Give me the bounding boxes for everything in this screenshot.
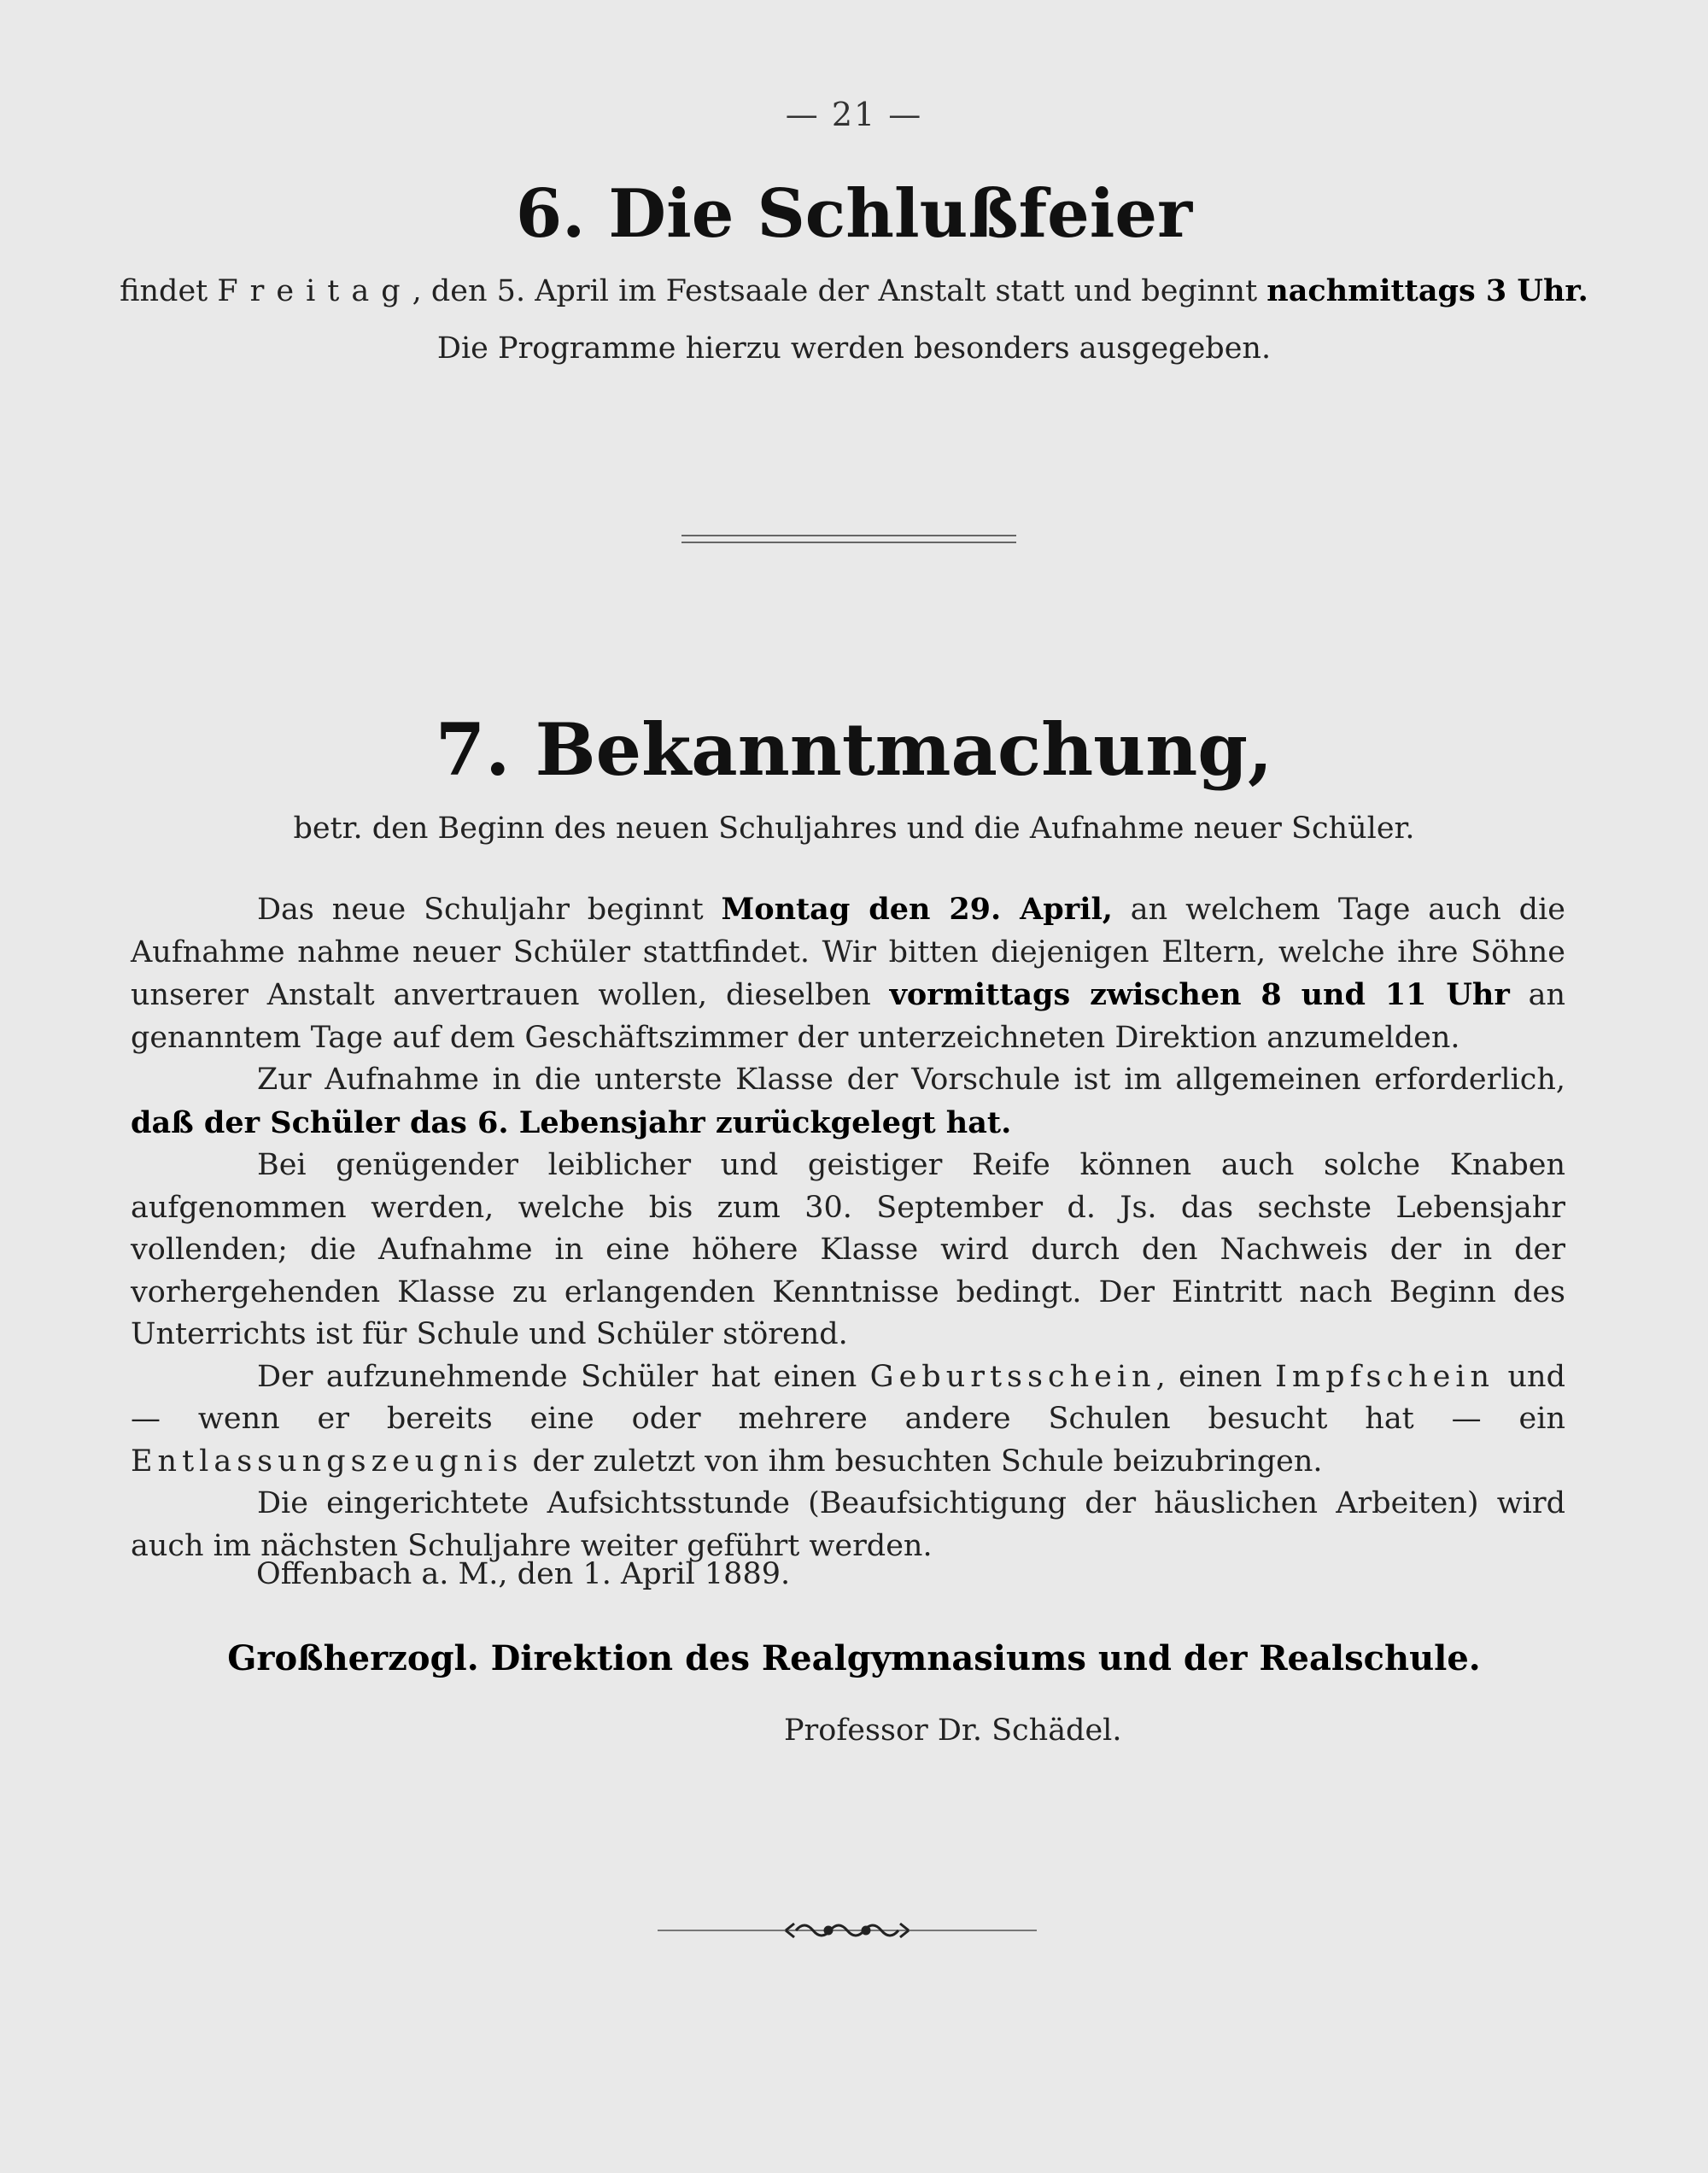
paragraph-3: Bei genügender leiblicher und geistiger Reife können auch solche Knaben aufgenommen werden, welche bis zum 30. September d. Js. das sechste Lebensjahr vollenden; die Aufnahme in eine höhere Klasse wird durch den Nachweis der in der vorhergehenden Klasse zu erlangenden Kenntnisse bedingt. Der Eintritt nach Beginn des Unterrichts ist für Schule und Schüler störend. [131,1148,1565,1351]
section-6-line-1 [0,273,1708,308]
paragraph-1-date: Montag den 29. April, [721,892,1113,927]
section-6-line-2: Die Programme hierzu werden besonders ausgegeben. [436,331,1272,366]
paragraph-4-leaving-certificate: Entlassungszeugnis [131,1444,524,1479]
ornament-divider [658,1913,1037,1948]
section-6-heading: 6. Die Schlußfeier [515,175,1193,253]
section-6-time: nachmittags 3 Uhr. [1266,273,1588,308]
paragraph-4-d: der zuletzt von ihm besuchten Schule beizubringen. [523,1444,1323,1479]
section-7-subtitle: betr. den Beginn des neuen Schuljahres und die Aufnahme neuer Schüler. [293,811,1415,846]
paragraph-4 [131,1356,1565,1484]
section-7-heading: 7. Bekanntmachung, [435,707,1273,792]
paragraph-4-a: Der aufzunehmende Schüler hat einen [257,1359,870,1394]
paragraph-4-b: , einen [1155,1359,1276,1394]
paragraph-1-b: an welchem Tage auch die Aufnahme nahme neuer Schüler stattfindet. Wir bitten diejenigen Eltern, welche ihre Söhne unserer Anstalt anvertrauen wollen, dieselben [131,893,1565,1012]
paragraph-5: Die eingerichtete Aufsichtsstunde (Beaufsichtigung der häuslichen Arbeiten) wird auch im nächsten Schuljahre weiter geführt werden. [131,1486,1565,1563]
paragraph-1-hours: vormittags zwischen 8 und 11 Uhr [889,977,1510,1012]
paragraph-2-a: Zur Aufnahme in die unterste Klasse der Vorschule ist im allgemeinen erforderlich, [257,1063,1565,1097]
signature-name: Professor Dr. Schädel. [784,1713,1122,1748]
paragraph-4-vaccination-certificate: Impfschein [1275,1359,1495,1394]
paragraph-2 [131,1059,1565,1145]
section-6-weekday: Freitag [217,274,412,308]
signature-organization: Großherzogl. Direktion des Realgymnasiums und der Realschule. [227,1638,1481,1678]
section-6-line-1-middle: , den 5. April im Festsaale der Anstalt statt und beginnt [412,274,1267,308]
paragraph-2-requirement: daß der Schüler das 6. Lebensjahr zurückgelegt hat. [131,1104,1012,1140]
section-divider [681,535,1016,543]
page-number: — 21 — [785,96,923,133]
date-line: Offenbach a. M., den 1. April 1889. [256,1557,791,1591]
section-6-line-1-start: findet [120,274,218,308]
paragraph-1-c: an genanntem Tage auf dem Geschäftszimmer der unterzeichneten Direktion anzumelden. [131,978,1565,1055]
paragraph-4-birth-certificate: Geburtsschein [869,1359,1156,1394]
section-7-body [131,888,1565,1567]
paragraph-1-a: Das neue Schuljahr beginnt [257,893,722,927]
paragraph-4-c: und — wenn er bereits eine oder mehrere andere Schulen besucht hat — ein [131,1359,1565,1436]
paragraph-1 [131,888,1565,1059]
